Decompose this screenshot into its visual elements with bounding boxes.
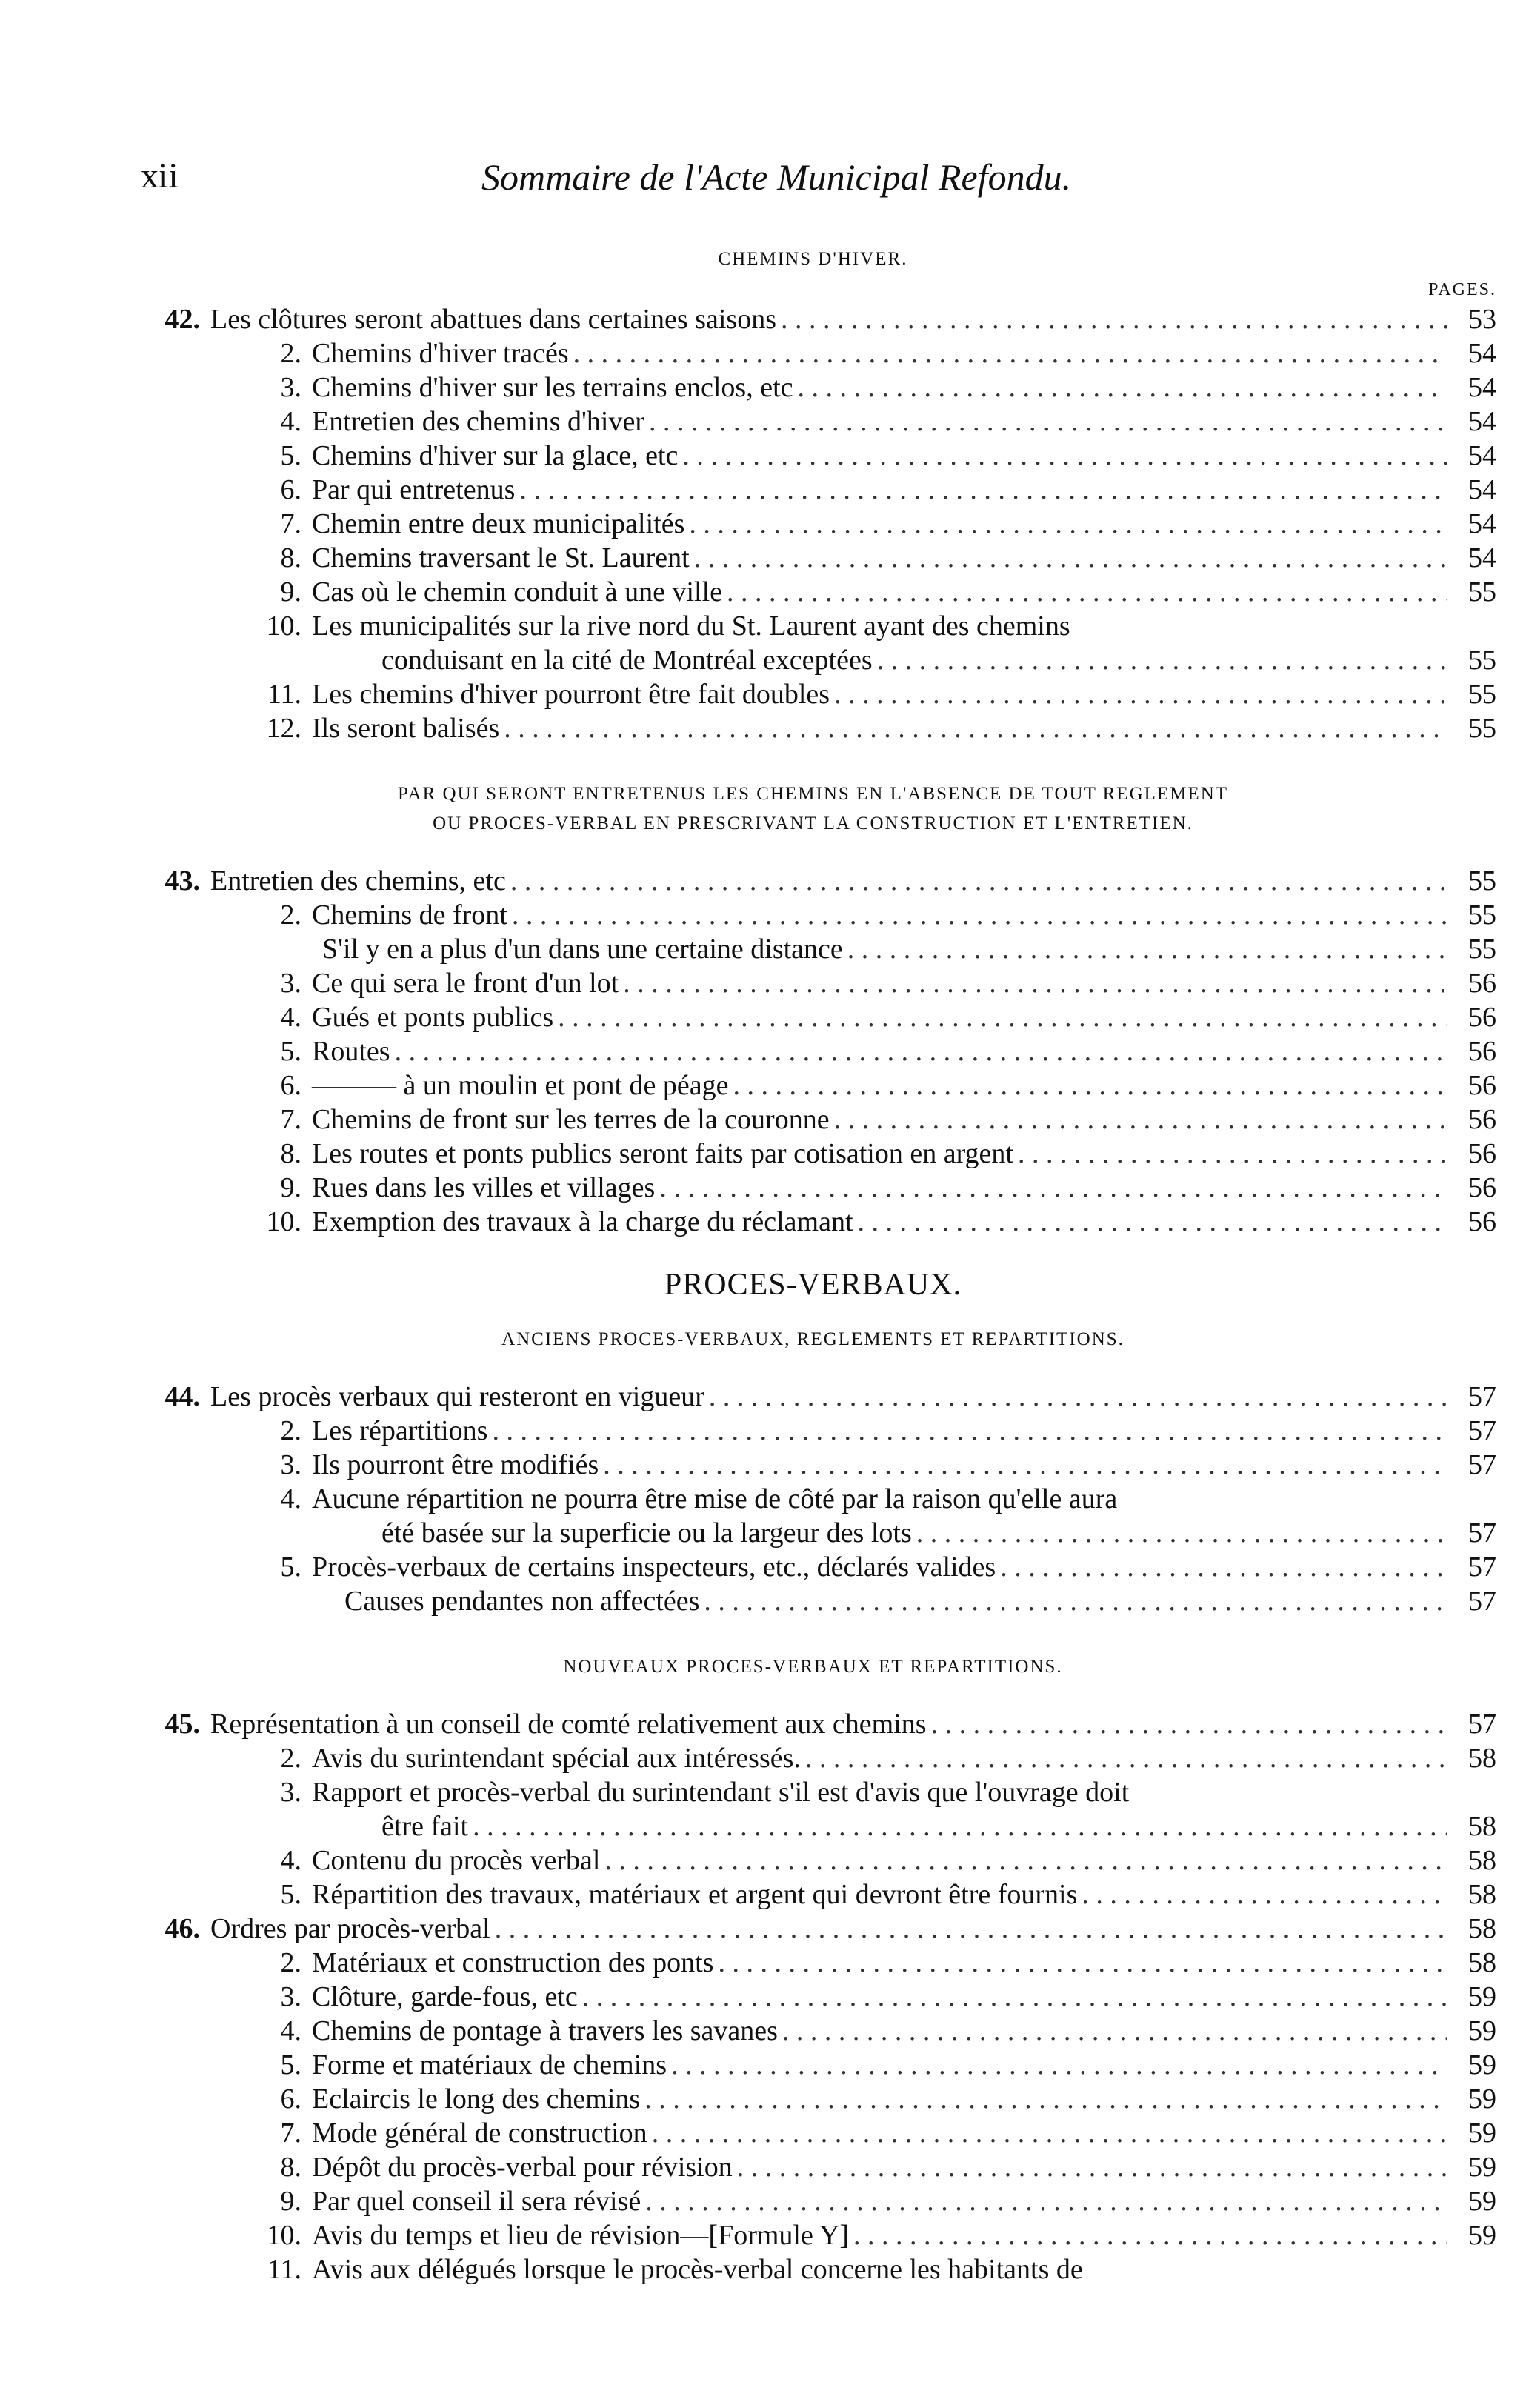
entry-text: Causes pendantes non affectées [344, 1586, 700, 1617]
sub-number: 10. [266, 611, 301, 642]
section-heading-entretien [130, 779, 1496, 839]
toc-entry [130, 1980, 1496, 2014]
toc-entry [130, 609, 1496, 643]
page-ref: 54 [1468, 508, 1496, 539]
sub-number: 8. [280, 1138, 301, 1169]
sub-number: 8. [280, 2152, 301, 2183]
page-ref: 55 [1468, 934, 1496, 965]
page-ref: 56 [1468, 1070, 1496, 1101]
toc-entry [130, 932, 1496, 966]
page-ref: 55 [1468, 865, 1496, 897]
entry-text: Chemins d'hiver tracés [312, 338, 569, 369]
entry-text: Les chemins d'hiver pourront être fait doubles [312, 679, 830, 710]
page-ref: 59 [1468, 1981, 1496, 2012]
entry-text: Par quel conseil il sera révisé [312, 2186, 641, 2217]
sub-number: 9. [280, 576, 301, 608]
entry-text: Les municipalités sur la rive nord du St. Laurent ayant des chemins [312, 611, 1070, 642]
page-ref: 56 [1468, 1036, 1496, 1067]
page-ref: 54 [1468, 542, 1496, 573]
page-ref: 57 [1468, 1586, 1496, 1617]
page-ref: 54 [1468, 474, 1496, 505]
toc-entry [130, 473, 1496, 507]
entry-text: Ils pourront être modifiés [312, 1449, 599, 1480]
entry-text: Mode général de construction [312, 2118, 647, 2149]
section-heading-line-2: OU PROCES-VERBAL EN PRESCRIVANT LA CONSTRUCTION ET L'ENTRETIEN. [433, 814, 1193, 834]
toc-entry [130, 1584, 1496, 1618]
entry-text: Routes [312, 1036, 390, 1067]
toc-entry [130, 1171, 1496, 1205]
page-ref: 56 [1468, 1138, 1496, 1169]
pages-column-label: PAGES. [1428, 280, 1496, 299]
page-ref: 53 [1468, 304, 1496, 335]
entries-art-44 [130, 1380, 1496, 1618]
toc-entry [130, 2184, 1496, 2218]
toc-entry [130, 1843, 1496, 1877]
toc-entry [130, 405, 1496, 439]
toc-entry [130, 1550, 1496, 1584]
sub-number: 11. [267, 679, 301, 710]
page-ref: 58 [1468, 1947, 1496, 1978]
section-heading-line-1: PAR QUI SERONT ENTRETENUS LES CHEMINS EN L'ABSENCE DE TOUT REGLEMENT [397, 784, 1229, 804]
toc-entry [130, 2150, 1496, 2184]
section-heading-nouveaux [130, 1652, 1496, 1682]
entry-text: Forme et matériaux de chemins [312, 2049, 667, 2081]
entry-text: Avis du temps et lieu de révision—[Formule Y] [312, 2220, 850, 2251]
page-ref: 58 [1468, 1845, 1496, 1876]
toc-entry [130, 575, 1496, 609]
article-number: 42. [164, 304, 200, 335]
toc-entry [130, 1707, 1496, 1741]
toc-entry [130, 1000, 1496, 1034]
section-heading-line: NOUVEAUX PROCES-VERBAUX ET REPARTITIONS. [563, 1657, 1063, 1677]
toc-entry-continuation [130, 1809, 1496, 1843]
toc-entry [130, 1448, 1496, 1482]
page-ref: 56 [1468, 1206, 1496, 1237]
sub-number: 11. [267, 2254, 301, 2285]
entry-text: Ils seront balisés [312, 713, 500, 744]
sub-number: 2. [280, 338, 301, 369]
sub-number: 12. [266, 713, 301, 744]
toc-entry [130, 898, 1496, 932]
toc-entry [130, 370, 1496, 405]
entry-text: Ordres par procès-verbal [210, 1913, 490, 1944]
page-ref: 57 [1468, 1381, 1496, 1412]
entries-art-42 [130, 302, 1496, 745]
toc-entry [130, 507, 1496, 541]
sub-number: 9. [280, 1172, 301, 1203]
page-ref: 56 [1468, 1172, 1496, 1203]
page-ref: 55 [1468, 576, 1496, 608]
toc-entry [130, 1912, 1496, 1946]
article-number: 44. [164, 1381, 200, 1412]
entry-text: Avis aux délégués lorsque le procès-verbal concerne les habitants de [312, 2254, 1083, 2285]
sub-number: 3. [280, 968, 301, 999]
entries-art-45-46 [130, 1707, 1496, 2286]
sub-number: 4. [280, 1483, 301, 1514]
article-number: 46. [164, 1913, 200, 1944]
sub-number: 3. [280, 1777, 301, 1808]
entry-text: Chemin entre deux municipalités [312, 508, 685, 539]
entry-text: Eclaircis le long des chemins [312, 2083, 641, 2115]
page-ref: 58 [1468, 1811, 1496, 1842]
entry-text: Rapport et procès-verbal du surintendant s'il est d'avis que l'ouvrage doit [312, 1777, 1130, 1808]
toc-entry [130, 2082, 1496, 2116]
page-ref: 59 [1468, 2152, 1496, 2183]
sub-number: 6. [280, 2083, 301, 2115]
page-ref: 55 [1468, 899, 1496, 931]
toc-entry [130, 864, 1496, 898]
entry-text: Par qui entretenus [312, 474, 516, 505]
entry-text: Contenu du procès verbal [312, 1845, 601, 1876]
page-ref: 56 [1468, 1104, 1496, 1135]
sub-number: 3. [280, 372, 301, 403]
toc-entry [130, 1877, 1496, 1912]
sub-number: 5. [280, 2049, 301, 2081]
page-ref: 58 [1468, 1879, 1496, 1910]
page-ref: 58 [1468, 1913, 1496, 1944]
entry-text: Les clôtures seront abattues dans certaines saisons [210, 304, 776, 335]
entry-text: Les répartitions [312, 1415, 488, 1446]
running-title: Sommaire de l'Acte Municipal Refondu. [481, 156, 1072, 198]
toc-entry-continuation [130, 643, 1496, 677]
page-ref: 55 [1468, 679, 1496, 710]
toc-entry [130, 439, 1496, 473]
entry-text: Chemins de front sur les terres de la couronne [312, 1104, 830, 1135]
page-ref: 54 [1468, 440, 1496, 471]
toc-entry [130, 1205, 1496, 1239]
entry-text: être fait [381, 1811, 469, 1842]
table-of-contents [130, 245, 1496, 2286]
toc-entry [130, 966, 1496, 1000]
page-ref: 57 [1468, 1415, 1496, 1446]
sub-number: 7. [280, 508, 301, 539]
entry-text: Répartition des travaux, matériaux et argent qui devront être fournis [312, 1879, 1078, 1910]
sub-number: 6. [280, 1070, 301, 1101]
sub-number: 9. [280, 2186, 301, 2217]
entry-text: Ce qui sera le front d'un lot [312, 968, 619, 999]
page-ref: 56 [1468, 968, 1496, 999]
sub-number: 5. [280, 1879, 301, 1910]
sub-number: 2. [280, 1743, 301, 1774]
entry-text: Aucune répartition ne pourra être mise de côté par la raison qu'elle aura [312, 1483, 1118, 1514]
toc-entry [130, 1034, 1496, 1068]
page-ref: 57 [1468, 1449, 1496, 1480]
entry-text: Chemins traversant le St. Laurent [312, 542, 690, 573]
entry-text: Chemins de front [312, 899, 507, 931]
page-ref: 57 [1468, 1551, 1496, 1583]
page-ref: 55 [1468, 713, 1496, 744]
sub-number: 3. [280, 1981, 301, 2012]
sub-number: 2. [280, 899, 301, 931]
entry-text: Dépôt du procès-verbal pour révision [312, 2152, 733, 2183]
toc-entry [130, 1946, 1496, 1980]
entry-text: Représentation à un conseil de comté relativement aux chemins [210, 1709, 927, 1740]
entry-text: S'il y en a plus d'un dans une certaine distance [322, 934, 843, 965]
toc-entry [130, 1137, 1496, 1171]
toc-entry [130, 2116, 1496, 2150]
toc-entry [130, 1482, 1496, 1516]
toc-entry [130, 2252, 1496, 2286]
entry-text: Cas où le chemin conduit à une ville [312, 576, 723, 608]
page-ref: 55 [1468, 645, 1496, 676]
page-ref: 59 [1468, 2186, 1496, 2217]
sub-number: 6. [280, 474, 301, 505]
sub-number: 3. [280, 1449, 301, 1480]
toc-entry [130, 2014, 1496, 2048]
article-number: 43. [164, 865, 200, 897]
entry-text: Chemins de pontage à travers les savanes [312, 2015, 778, 2046]
page-ref: 54 [1468, 372, 1496, 403]
page-ref: 54 [1468, 338, 1496, 369]
page-ref: 57 [1468, 1709, 1496, 1740]
article-number: 45. [164, 1709, 200, 1740]
page-ref: 59 [1468, 2083, 1496, 2115]
entry-text: conduisant en la cité de Montréal exceptées [381, 645, 873, 676]
entry-text: Matériaux et construction des ponts [312, 1947, 714, 1978]
sub-number: 4. [280, 406, 301, 437]
page-ref: 59 [1468, 2118, 1496, 2149]
toc-entry [130, 541, 1496, 575]
entry-text: Exemption des travaux à la charge du réclamant [312, 1206, 853, 1237]
entry-text: Les procès verbaux qui resteront en vigueur [210, 1381, 704, 1412]
toc-entry [130, 2218, 1496, 2252]
toc-entry [130, 302, 1496, 336]
page-number: xii [141, 156, 179, 196]
sub-number: 4. [280, 1002, 301, 1033]
toc-entry [130, 2048, 1496, 2082]
sub-number: 7. [280, 1104, 301, 1135]
page-ref: 59 [1468, 2015, 1496, 2046]
sub-number: 5. [280, 1551, 301, 1583]
section-heading-proces-verbaux: PROCES-VERBAUX. [664, 1268, 962, 1302]
entry-text: Rues dans les villes et villages [312, 1172, 656, 1203]
toc-entry [130, 677, 1496, 711]
page-ref: 58 [1468, 1743, 1496, 1774]
toc-entry-continuation [130, 1516, 1496, 1550]
entry-text: Chemins d'hiver sur la glace, etc [312, 440, 679, 471]
toc-entry [130, 1775, 1496, 1809]
section-heading-anciens: ANCIENS PROCES-VERBAUX, REGLEMENTS ET REPARTITIONS. [501, 1329, 1124, 1349]
page-header [141, 156, 1400, 207]
sub-number: 4. [280, 2015, 301, 2046]
sub-number: 4. [280, 1845, 301, 1876]
toc-entry [130, 711, 1496, 745]
entry-text: Clôture, garde-fous, etc [312, 1981, 578, 2012]
sub-number: 2. [280, 1415, 301, 1446]
entry-text: Les routes et ponts publics seront faits par cotisation en argent [312, 1138, 1013, 1169]
sub-number: 2. [280, 1947, 301, 1978]
entry-text: Avis du surintendant spécial aux intéressés. [312, 1743, 801, 1774]
sub-number: 8. [280, 542, 301, 573]
entry-text: été basée sur la superficie ou la largeur des lots [381, 1517, 912, 1549]
page-ref: 59 [1468, 2220, 1496, 2251]
toc-entry [130, 336, 1496, 370]
page-ref: 57 [1468, 1517, 1496, 1549]
entry-text: Entretien des chemins d'hiver [312, 406, 644, 437]
page-ref: 56 [1468, 1002, 1496, 1033]
sub-number: 5. [280, 1036, 301, 1067]
sub-number: 10. [266, 1206, 301, 1237]
entry-text: Procès-verbaux de certains inspecteurs, etc., déclarés valides [312, 1551, 996, 1583]
sub-number: 7. [280, 2118, 301, 2149]
toc-entry [130, 1102, 1496, 1137]
toc-entry [130, 1068, 1496, 1102]
entries-art-43 [130, 864, 1496, 1239]
page-ref: 54 [1468, 406, 1496, 437]
toc-entry [130, 1380, 1496, 1414]
entry-text: Chemins d'hiver sur les terrains enclos, etc [312, 372, 793, 403]
sub-number: 10. [266, 2220, 301, 2251]
section-heading-chemins-hiver: CHEMINS D'HIVER. [718, 249, 908, 269]
page-ref: 59 [1468, 2049, 1496, 2081]
entry-text: ——— à un moulin et pont de péage [312, 1070, 729, 1101]
toc-entry [130, 1414, 1496, 1448]
sub-number: 5. [280, 440, 301, 471]
entry-text: Gués et ponts publics [312, 1002, 554, 1033]
toc-entry [130, 1741, 1496, 1775]
entry-text: Entretien des chemins, etc [210, 865, 506, 897]
